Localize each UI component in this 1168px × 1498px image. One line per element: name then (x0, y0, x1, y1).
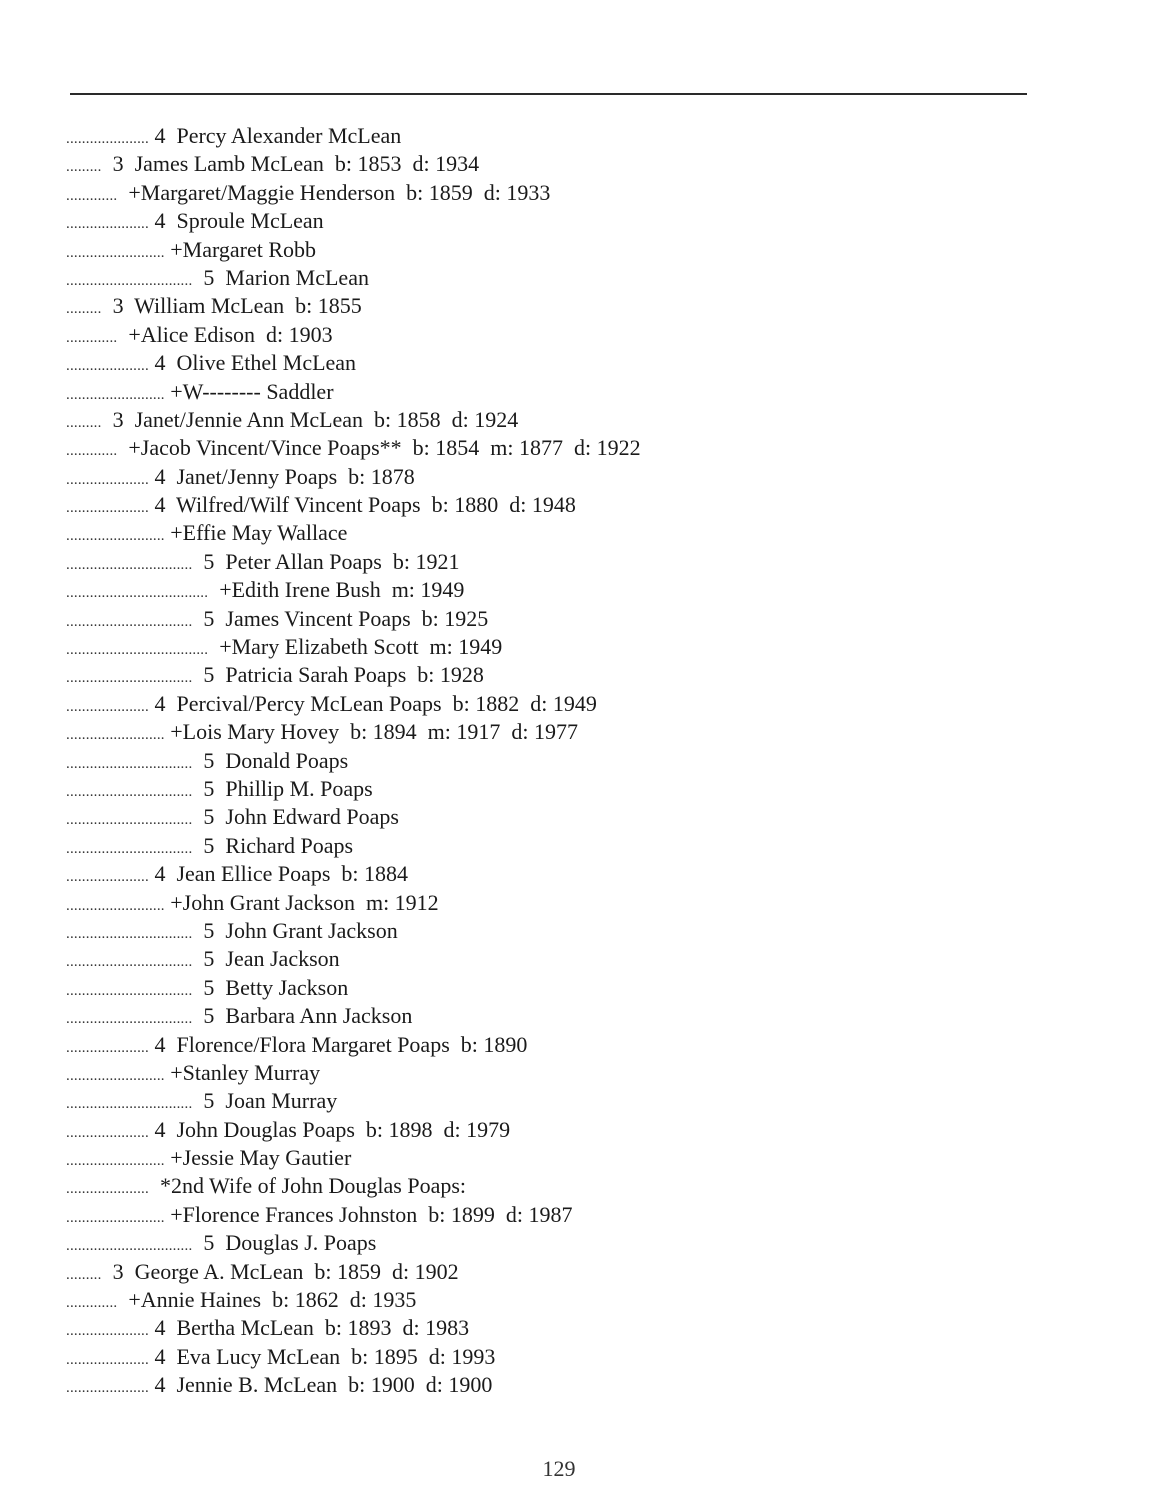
genealogy-entry (66, 576, 1066, 604)
leader-dots: ..................... (66, 1380, 149, 1397)
entry-text: 4 Janet/Jenny Poaps b: 1878 (148, 463, 415, 489)
entry-text: 3 James Lamb McLean b: 1853 d: 1934 (101, 151, 480, 177)
entry-text: 3 George A. McLean b: 1859 d: 1902 (101, 1258, 459, 1284)
leader-dots: ................................ (66, 755, 193, 772)
genealogy-entry (66, 1314, 1066, 1342)
genealogy-entry (66, 1002, 1066, 1030)
leader-dots: ............. (66, 1295, 118, 1312)
entry-text: +Jessie May Gautier (164, 1145, 352, 1171)
genealogy-entry (66, 605, 1066, 633)
entry-text: 4 Sproule McLean (148, 208, 324, 234)
genealogy-entry (66, 122, 1066, 150)
genealogy-list (66, 122, 1066, 1400)
genealogy-entry (66, 1172, 1066, 1200)
entry-text: +Mary Elizabeth Scott m: 1949 (208, 634, 503, 660)
genealogy-entry (66, 1144, 1066, 1172)
entry-text: 5 Patricia Sarah Poaps b: 1928 (192, 662, 484, 688)
entry-text: 4 Wilfred/Wilf Vincent Poaps b: 1880 d: 1948 (148, 492, 576, 518)
leader-dots: ......... (66, 159, 102, 176)
genealogy-entry (66, 264, 1066, 292)
entry-text: 5 Richard Poaps (192, 832, 354, 858)
genealogy-entry (66, 832, 1066, 860)
entry-text: 3 William McLean b: 1855 (101, 293, 362, 319)
leader-dots: ......................... (66, 244, 165, 261)
genealogy-entry (66, 974, 1066, 1002)
entry-text: 5 Betty Jackson (192, 974, 349, 1000)
leader-dots: ......... (66, 414, 102, 431)
genealogy-entry (66, 463, 1066, 491)
genealogy-entry (66, 945, 1066, 973)
leader-dots: ......................... (66, 1153, 165, 1170)
genealogy-entry (66, 690, 1066, 718)
leader-dots: ................................ (66, 1238, 193, 1255)
entry-text: +Margaret Robb (164, 236, 317, 262)
genealogy-entry (66, 548, 1066, 576)
genealogy-entry (66, 917, 1066, 945)
entry-text: 4 Bertha McLean b: 1893 d: 1983 (148, 1315, 470, 1341)
genealogy-entry (66, 1229, 1066, 1257)
genealogy-entry (66, 434, 1066, 462)
genealogy-entry (66, 236, 1066, 264)
genealogy-entry (66, 633, 1066, 661)
genealogy-entry (66, 860, 1066, 888)
header-rule (70, 93, 1027, 95)
entry-text: 5 Joan Murray (192, 1088, 338, 1114)
entry-text: 3 Janet/Jennie Ann McLean b: 1858 d: 1924 (101, 406, 519, 432)
leader-dots: ......................... (66, 528, 165, 545)
genealogy-entry (66, 292, 1066, 320)
leader-dots: ................................ (66, 272, 193, 289)
genealogy-entry (66, 1258, 1066, 1286)
entry-text: +Florence Frances Johnston b: 1899 d: 1987 (164, 1201, 573, 1227)
entry-text: +Lois Mary Hovey b: 1894 m: 1917 d: 1977 (164, 719, 579, 745)
leader-dots: ..................... (66, 131, 149, 147)
leader-dots: ................................ (66, 556, 193, 573)
leader-dots: ......................... (66, 1067, 165, 1084)
entry-text: +Stanley Murray (164, 1059, 321, 1085)
genealogy-entry (66, 718, 1066, 746)
leader-dots: ..................... (66, 358, 149, 375)
entry-text: +Edith Irene Bush m: 1949 (208, 577, 465, 603)
entry-text: 4 John Douglas Poaps b: 1898 d: 1979 (148, 1116, 511, 1142)
genealogy-entry (66, 378, 1066, 406)
leader-dots: ............. (66, 443, 118, 460)
genealogy-entry (66, 1087, 1066, 1115)
entry-text: 5 Donald Poaps (192, 747, 349, 773)
leader-dots: ..................... (66, 869, 149, 886)
leader-dots: ............. (66, 187, 118, 204)
entry-text: 4 Florence/Flora Margaret Poaps b: 1890 (148, 1031, 528, 1057)
leader-dots: ................................ (66, 1011, 193, 1028)
genealogy-entry (66, 1031, 1066, 1059)
entry-text: +Margaret/Maggie Henderson b: 1859 d: 1933 (117, 179, 551, 205)
leader-dots: ..................... (66, 471, 149, 488)
entry-text: 4 Percy Alexander McLean (148, 123, 402, 148)
leader-dots: ..................... (66, 216, 149, 233)
entry-text: 5 James Vincent Poaps b: 1925 (192, 605, 489, 631)
entry-text: 5 Jean Jackson (192, 946, 340, 972)
leader-dots: ..................... (66, 1351, 149, 1368)
entry-text: 5 Peter Allan Poaps b: 1921 (192, 548, 460, 574)
entry-text: 4 Eva Lucy McLean b: 1895 d: 1993 (148, 1343, 496, 1369)
entry-text: 5 John Grant Jackson (192, 917, 398, 943)
entry-text: +John Grant Jackson m: 1912 (164, 889, 439, 915)
leader-dots: .................................... (66, 585, 209, 602)
genealogy-entry (66, 1059, 1066, 1087)
entry-text: 5 Douglas J. Poaps (192, 1230, 377, 1256)
leader-dots: ..................... (66, 698, 149, 715)
leader-dots: ................................ (66, 1096, 193, 1113)
leader-dots: ................................ (66, 840, 193, 857)
entry-text: 4 Jennie B. McLean b: 1900 d: 1900 (148, 1372, 493, 1398)
leader-dots: ................................ (66, 613, 193, 630)
leader-dots: .................................... (66, 642, 209, 659)
genealogy-entry (66, 661, 1066, 689)
leader-dots: ......... (66, 1266, 102, 1283)
leader-dots: ..................... (66, 1181, 149, 1198)
leader-dots: ..................... (66, 1124, 149, 1141)
entry-text: *2nd Wife of John Douglas Poaps: (148, 1173, 467, 1199)
genealogy-entry (66, 179, 1066, 207)
entry-text: 5 Barbara Ann Jackson (192, 1003, 413, 1029)
entry-text: +W-------- Saddler (164, 378, 334, 404)
genealogy-entry (66, 491, 1066, 519)
entry-text: +Jacob Vincent/Vince Poaps** b: 1854 m: 1877 d: 1922 (117, 435, 641, 461)
genealogy-entry (66, 1116, 1066, 1144)
genealogy-entry (66, 406, 1066, 434)
leader-dots: ......................... (66, 897, 165, 914)
leader-dots: ......... (66, 301, 102, 318)
genealogy-entry (66, 1343, 1066, 1371)
entry-text: 4 Jean Ellice Poaps b: 1884 (148, 861, 409, 887)
leader-dots: ................................ (66, 783, 193, 800)
entry-text: 5 Marion McLean (192, 264, 369, 290)
leader-dots: ......................... (66, 1209, 165, 1226)
entry-text: +Effie May Wallace (164, 520, 348, 546)
leader-dots: ..................... (66, 1039, 149, 1056)
leader-dots: ................................ (66, 670, 193, 687)
leader-dots: ............. (66, 329, 118, 346)
entry-text: 4 Percival/Percy McLean Poaps b: 1882 d: 1949 (148, 690, 597, 716)
leader-dots: ................................ (66, 925, 193, 942)
leader-dots: ..................... (66, 1323, 149, 1340)
leader-dots: ..................... (66, 500, 149, 517)
genealogy-entry (66, 150, 1066, 178)
leader-dots: ................................ (66, 812, 193, 829)
genealogy-entry (66, 1371, 1066, 1399)
leader-dots: ......................... (66, 727, 165, 744)
genealogy-entry (66, 321, 1066, 349)
leader-dots: ................................ (66, 954, 193, 971)
genealogy-entry (66, 747, 1066, 775)
genealogy-entry (66, 207, 1066, 235)
entry-text: 5 John Edward Poaps (192, 804, 399, 830)
genealogy-entry (66, 1286, 1066, 1314)
entry-text: +Alice Edison d: 1903 (117, 321, 333, 347)
entry-text: 5 Phillip M. Poaps (192, 775, 373, 801)
leader-dots: ................................ (66, 982, 193, 999)
entry-text: +Annie Haines b: 1862 d: 1935 (117, 1287, 417, 1313)
leader-dots: ......................... (66, 386, 165, 403)
genealogy-entry (66, 775, 1066, 803)
genealogy-entry (66, 803, 1066, 831)
genealogy-entry (66, 1201, 1066, 1229)
genealogy-entry (66, 889, 1066, 917)
genealogy-entry (66, 519, 1066, 547)
entry-text: 4 Olive Ethel McLean (148, 350, 357, 376)
genealogy-entry (66, 349, 1066, 377)
page-number: 129 (542, 1456, 576, 1481)
